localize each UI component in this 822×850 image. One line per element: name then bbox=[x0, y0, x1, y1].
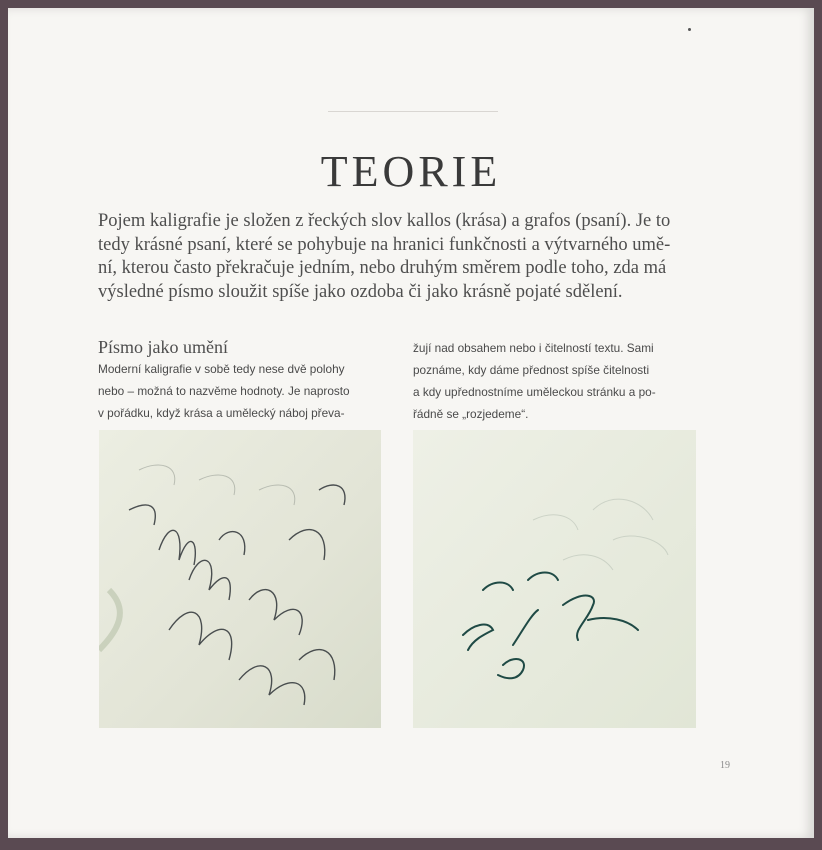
column-line: řádně se „rozjedeme“. bbox=[413, 407, 529, 421]
column-line: nebo – možná to nazvěme hodnoty. Je naprosto bbox=[98, 384, 350, 398]
intro-line: Pojem kaligrafie je složen z řeckých slov kallos (krása) a grafos (psaní). Je to bbox=[98, 211, 671, 231]
page-number: 19 bbox=[720, 760, 730, 771]
intro-line: tedy krásné psaní, které se pohybuje na hranici funkčnosti a výtvarného umě- bbox=[98, 234, 671, 255]
intro-line: výsledné písmo sloužit spíše jako ozdoba či jako krásně pojaté sdělení. bbox=[98, 281, 623, 302]
column-line: v pořádku, když krása a umělecký náboj převa- bbox=[98, 406, 345, 420]
column-line: poznáme, kdy dáme přednost spíše čitelnosti bbox=[413, 363, 650, 377]
text-column-right bbox=[413, 337, 699, 425]
speck bbox=[688, 28, 691, 31]
column-line: žují nad obsahem nebo i čitelností textu. Sami bbox=[413, 341, 654, 355]
intro-line: ní, kterou často překračuje jedním, nebo druhým směrem podle toho, zda má bbox=[98, 258, 667, 278]
intro-paragraph bbox=[98, 210, 708, 304]
book-page bbox=[8, 8, 814, 838]
page-title: TEORIE bbox=[320, 147, 502, 196]
section-subheading: Písmo jako umění bbox=[98, 337, 228, 357]
title-divider bbox=[328, 111, 498, 112]
calligraphy-letters-photo-icon bbox=[413, 430, 696, 728]
text-column-left bbox=[98, 358, 384, 424]
column-line: a kdy upřednostníme uměleckou stránku a po- bbox=[413, 385, 656, 399]
calligraphy-photo-icon bbox=[99, 430, 381, 728]
column-line: Moderní kaligrafie v sobě tedy nese dvě polohy bbox=[98, 362, 345, 376]
